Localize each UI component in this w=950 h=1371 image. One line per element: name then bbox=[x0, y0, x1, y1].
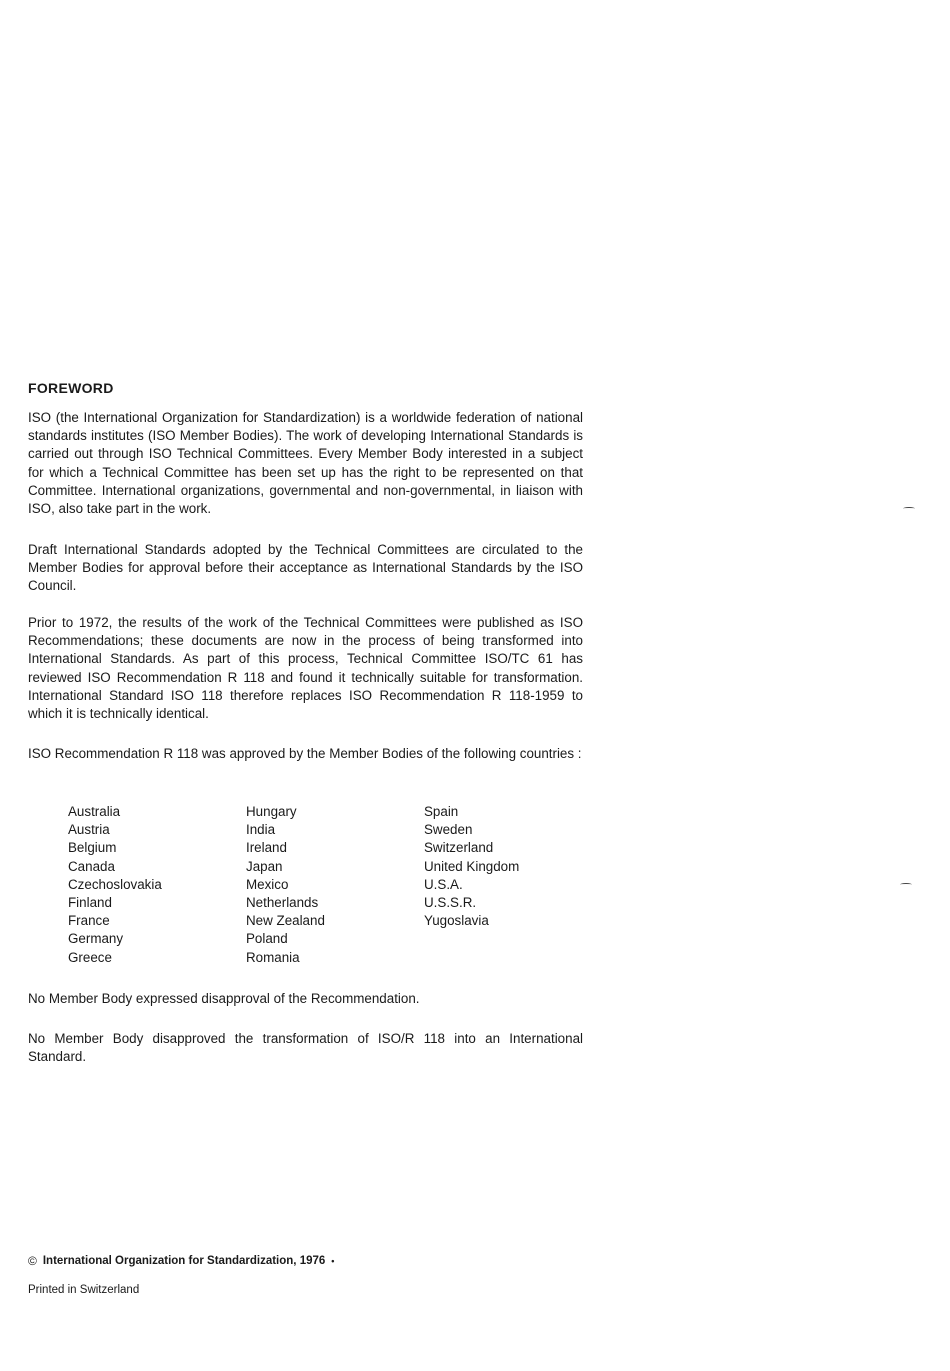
country-item: Poland bbox=[246, 931, 288, 947]
copyright-line bbox=[28, 1254, 334, 1268]
country-item: U.S.A. bbox=[424, 876, 463, 892]
country-item: United Kingdom bbox=[424, 858, 520, 874]
country-item: Czechoslovakia bbox=[68, 876, 162, 892]
country-item: U.S.S.R. bbox=[424, 895, 477, 911]
country-column-b bbox=[246, 803, 424, 967]
paragraph-transformation: Prior to 1972, the results of the work of the Technical Committees were published as ISO Recommendations; these documents are now in the process of being transformed into International Standards. As part of this process, Technical Committee ISO/TC 61 has reviewed ISO Recommendation R 118 and found it technically suitable for transformation. International Standard ISO 118 therefore replaces ISO Recommendation R 118-1959 to which it is technically identical. bbox=[28, 615, 583, 722]
foreword-heading: FOREWORD bbox=[28, 380, 114, 396]
country-item: India bbox=[246, 822, 276, 838]
country-item: Mexico bbox=[246, 876, 289, 892]
printed-in-text: Printed in Switzerland bbox=[28, 1284, 140, 1296]
country-item: Japan bbox=[246, 858, 283, 874]
paragraph-no-disapproval-transformation: No Member Body disapproved the transformation of ISO/R 118 into an International Standard. bbox=[28, 1031, 583, 1065]
country-item: Finland bbox=[68, 895, 112, 911]
bullet-icon: • bbox=[331, 1256, 335, 1266]
country-item: Romania bbox=[246, 949, 300, 965]
country-item: Greece bbox=[68, 949, 112, 965]
country-item: Spain bbox=[424, 804, 459, 819]
country-column-a bbox=[68, 803, 246, 967]
country-item: Switzerland bbox=[424, 840, 494, 856]
country-item: Austria bbox=[68, 822, 110, 838]
country-column-c bbox=[424, 803, 584, 967]
country-item: New Zealand bbox=[246, 913, 325, 929]
country-item: Ireland bbox=[246, 840, 287, 856]
country-item: Hungary bbox=[246, 804, 297, 819]
margin-mark bbox=[900, 883, 912, 886]
country-item: Belgium bbox=[68, 840, 117, 856]
paragraph-approval: ISO Recommendation R 118 was approved by the Member Bodies of the following countries : bbox=[28, 746, 582, 761]
country-item: Yugoslavia bbox=[424, 913, 489, 929]
country-item: Germany bbox=[68, 931, 124, 947]
copyright-text: International Organization for Standardization, 1976 bbox=[42, 1255, 326, 1267]
country-item: France bbox=[68, 913, 110, 929]
paragraph-iso-intro: ISO (the International Organization for Standardization) is a worldwide federation of national standards institutes (ISO Member Bodies). The work of developing International Standards is carried out through ISO Technical Committees. Every Member Body interested in a subject for which a Technical Committee has been set up has the right to be represented on that Committee. International organizations, governmental and non-governmental, in liaison with ISO, also take part in the work. bbox=[28, 410, 583, 517]
country-list bbox=[68, 803, 588, 967]
country-item: Netherlands bbox=[246, 895, 319, 911]
paragraph-no-disapproval: No Member Body expressed disapproval of the Recommendation. bbox=[28, 991, 420, 1006]
country-item: Australia bbox=[68, 804, 121, 819]
copyright-icon: © bbox=[28, 1254, 37, 1268]
country-item: Sweden bbox=[424, 822, 473, 838]
paragraph-draft-standards: Draft International Standards adopted by the Technical Committees are circulated to the Member Bodies for approval before their acceptance as International Standards by the ISO Council. bbox=[28, 542, 583, 594]
margin-mark bbox=[903, 507, 915, 510]
country-item: Canada bbox=[68, 858, 115, 874]
